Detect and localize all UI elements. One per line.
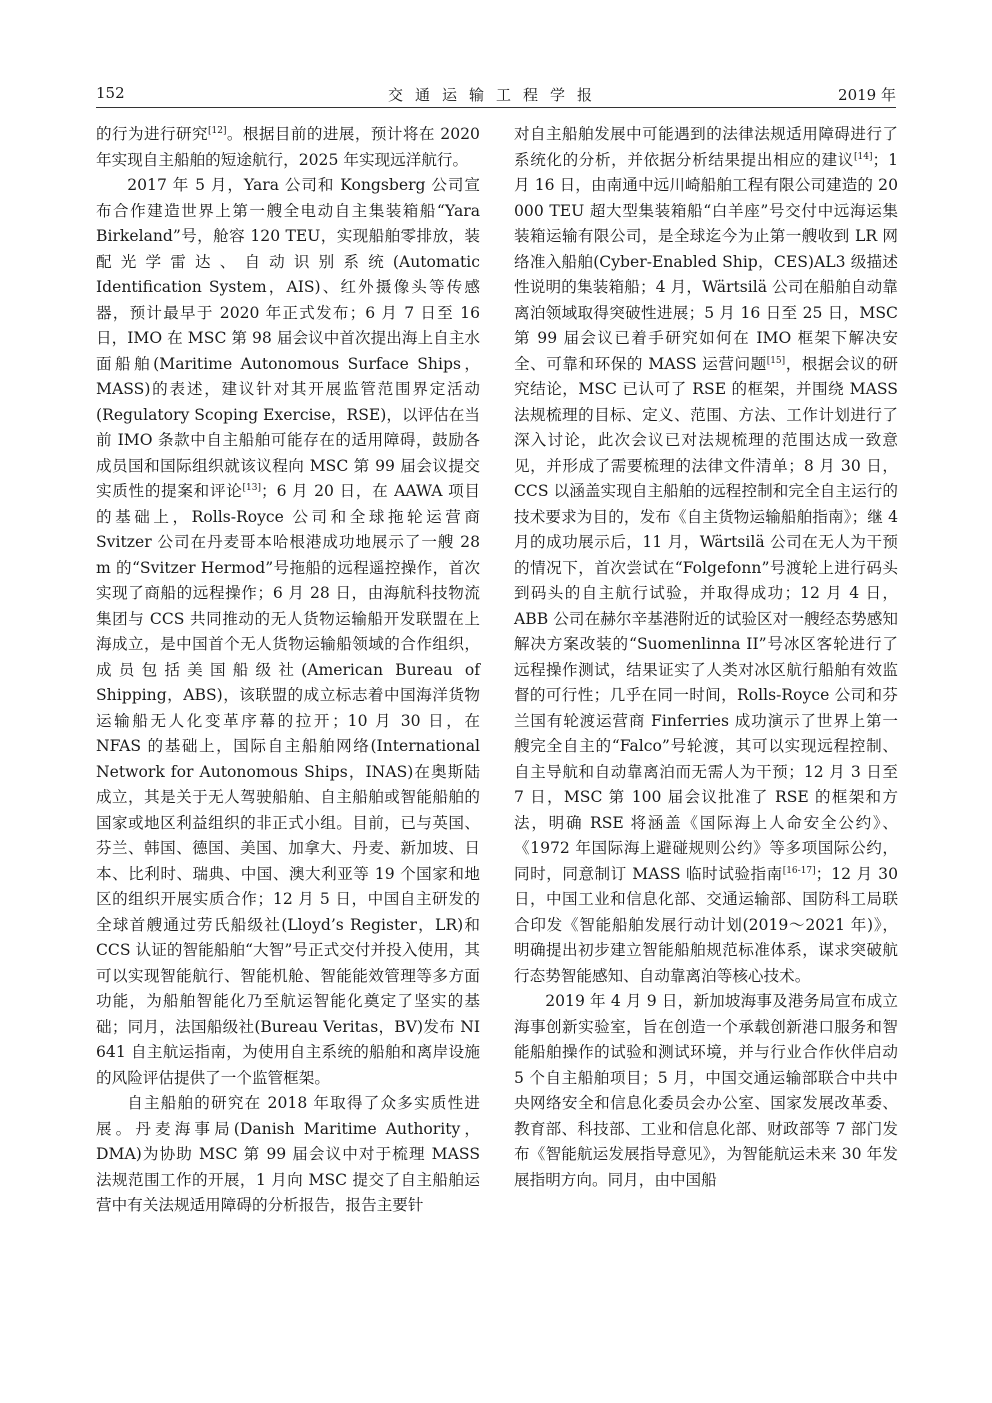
page-number: 152 [96,84,125,102]
paragraph: 2017 年 5 月，Yara 公司和 Kongsberg 公司宣布合作建造世界上第一艘全电动自主集装箱船“Yara Birkeland”号，舱容 120 TEU，实现船舶零排放，装配光学雷达、自动识别系统(Automatic Identification System，AIS)、红外摄像头等传感器，预计最早于 2020 年正式发布；6 月 7 日至 16 日，IMO 在 MSC 第 98 届会议中首次提出海上自主水面船舶(Maritime Autonomous Surface Ships，MASS)的表述，建议针对其开展监管范围界定活动(Regulatory Scoping Exercise，RSE)，以评估在当前 IMO 条款中自主船舶可能存在的适用障碍，鼓励各成员国和国际组织就该议程向 MSC 第 99 届会议提交实质性的提案和评论[13]；6 月 20 日，在 AAWA 项目的基础上，Rolls-Royce 公司和全球拖轮运营商 Svitzer 公司在丹麦哥本哈根港成功地展示了一艘 28 m 的“Svitzer Hermod”号拖船的远程遥控操作，首次实现了商船的远程操作；6 月 28 日，由海航科技物流集团与 CCS 共同推动的无人货物运输船开发联盟在上海成立，是中国首个无人货物运输船领域的合作组织，成员包括美国船级社(American Bureau of Shipping，ABS)，该联盟的成立标志着中国海洋货物运输船无人化变革序幕的拉开；10 月 30 日，在 NFAS 的基础上，国际自主船舶网络(International Network for Autonomous Ships，INAS)在奥斯陆成立，其是关于无人驾驶船舶、自主船舶或智能船舶的国家或地区利益组织的非正式小组。目前，已与英国、芬兰、韩国、德国、美国、加拿大、丹麦、新加坡、日本、比利时、瑞典、中国、澳大利亚等 19 个国家和地区的组织开展实质合作；12 月 5 日，中国自主研发的全球首艘通过劳氏船级社(Lloyd’s Register，LR)和 CCS 认证的智能船舶“大智”号正式交付并投入使用，其可以实现智能航行、智能机舱、智能能效管理等多方面功能，为船舶智能化乃至航运智能化奠定了坚实的基础；同月，法国船级社(Bureau Veritas，BV)发布 NI 641 自主航运指南，为使用自主系统的船舶和离岸设施的风险评估提供了一个监管框架。 [96,176,480,1087]
paragraph: 自主船舶的研究在 2018 年取得了众多实质性进展。丹麦海事局(Danish Maritime Authority，DMA)为协助 MSC 第 99 届会议中对于梳理 MASS 法规范围工作的开展，1 月向 MSC 提交了自主船舶运营中有关法规适用障碍的分析报告，报告主要针 [96,1094,480,1214]
citation: [16-17] [782,865,816,876]
citation: [13] [242,482,262,493]
left-column [96,122,480,1219]
right-column [514,122,898,1193]
header-rule [96,107,896,108]
paragraph: 2019 年 4 月 9 日，新加坡海事及港务局宣布成立海事创新实验室，旨在创造一个承载创新港口服务和智能船舶操作的试验和测试环境，并与行业合作伙伴启动 5 个自主船舶项目；5 月，中国交通运输部联合中共中央网络安全和信息化委员会办公室、国家发展改革委、教育部、科技部、工业和信息化部、财政部等 7 部门发布《智能航运发展指导意见》，为智能航运未来 30 年发展指明方向。同月，由中国船 [514,992,898,1189]
paragraph: 对自主船舶发展中可能遇到的法律法规适用障碍进行了系统化的分析，并依据分析结果提出相应的建议[14]；1 月 16 日，由南通中远川崎船舶工程有限公司建造的 20 000 TEU 超大型集装箱船“白羊座”号交付中远海运集装箱运输有限公司，是全球迄今为止第一艘收到 LR 网络准入船舶(Cyber-Enabled Ship，CES)AL3 级描述性说明的集装箱船；4 月，Wärtsilä 公司在船舶自动靠离泊领域取得突破性进展；5 月 16 日至 25 日，MSC 第 99 届会议已着手研究如何在 IMO 框架下解决安全、可靠和环保的 MASS 运营问题[15]，根据会议的研究结论，MSC 已认可了 RSE 的框架，并围绕 MASS 法规梳理的目标、定义、范围、方法、工作计划进行了深入讨论，此次会议已对法规梳理的范围达成一致意见，并形成了需要梳理的法律文件清单；8 月 30 日，CCS 以涵盖实现自主船舶的远程控制和完全自主运行的技术要求为目的，发布《自主货物运输船舶指南》；继 4 月的成功展示后，11 月，Wärtsilä 公司在无人为干预的情况下，首次尝试在“Folgefonn”号渡轮上进行码头到码头的自主航行试验，并取得成功；12 月 4 日，ABB 公司在赫尔辛基港附近的试验区对一艘经态势感知解决方案改装的“Suomenlinna II”号冰区客轮进行了远程操作测试，结果证实了人类对冰区航行船舶有效监督的可行性；几乎在同一时间，Rolls-Royce 公司和芬兰国有轮渡运营商 Finferries 成功演示了世界上第一艘完全自主的“Falco”号轮渡，其可以实现远程控制、自主导航和自动靠离泊而无需人为干预；12 月 3 日至 7 日，MSC 第 100 届会议批准了 RSE 的框架和方法，明确 RSE 将涵盖《国际海上人命安全公约》、《1972 年国际海上避碰规则公约》等多项国际公约，同时，同意制订 MASS 临时试验指南[16-17]；12 月 30 日，中国工业和信息化部、交通运输部、国防科工局联合印发《智能船舶发展行动计划(2019～2021 年)》，明确提出初步建立智能船舶规范标准体系，谋求突破航行态势智能感知、自动靠离泊等核心技术。 [514,125,898,985]
issue-year: 2019 年 [838,86,896,104]
citation: [15] [766,355,786,366]
running-header [96,80,896,108]
citation: [12] [208,125,227,136]
paragraph: 的行为进行研究[12]。根据目前的进展，预计将在 2020 年实现自主船舶的短途航行，2025 年实现远洋航行。 [96,125,480,169]
journal-title: 交通运输工程学报 [387,86,604,104]
citation: [14] [854,151,873,162]
